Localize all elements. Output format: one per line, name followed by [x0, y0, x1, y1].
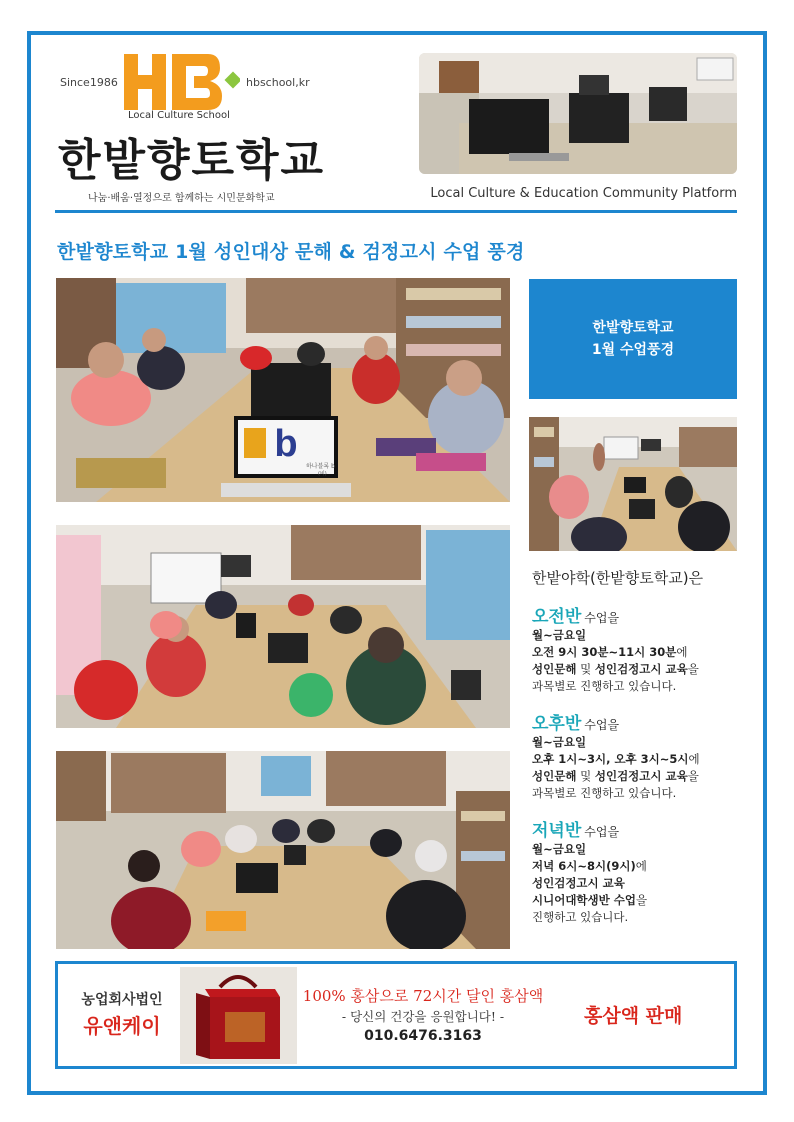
month-scenes-box — [529, 279, 737, 399]
schedule-intro — [532, 567, 747, 588]
schedule-intro-main: 한밭야학 — [532, 569, 590, 587]
site-url: hbschool,kr — [246, 76, 310, 89]
session-days: 월~금요일 — [532, 735, 587, 749]
session-time: 오후 1시~3시, 오후 3시~5시 — [532, 752, 689, 766]
session-time: 오전 9시 30분~11시 30분 — [532, 645, 677, 659]
classroom-photo-2 — [56, 525, 510, 728]
session-subject-a: 성인문해 — [532, 769, 577, 783]
page-headline: 한밭향토학교 1월 성인대상 문해 & 검정고시 수업 풍경 — [57, 241, 525, 263]
session-days: 월~금요일 — [532, 628, 587, 642]
classroom-photo-1 — [56, 278, 510, 502]
session-time: 저녁 6시~8시(9시) — [532, 859, 636, 873]
session-time-suffix: 에 — [676, 645, 688, 659]
month-scenes-line2: 1월 수업풍경 — [591, 342, 675, 358]
month-scenes-line1: 한밭향토학교 — [592, 319, 674, 336]
ad-phone: 010.6476.3163 — [364, 1028, 482, 1044]
session-time-suffix: 에 — [688, 752, 700, 766]
session-time-suffix: 에 — [635, 859, 647, 873]
session-line3: 성인검정고시 교육 — [532, 876, 625, 890]
session-morning — [532, 602, 747, 695]
session-afternoon — [532, 709, 747, 802]
classroom-photo-small — [529, 417, 737, 551]
session-name: 오전반 — [532, 607, 582, 627]
screen-caption-sub: (비) — [318, 471, 327, 477]
session-days: 월~금요일 — [532, 842, 587, 856]
session-subject-suffix: 을 — [687, 769, 699, 783]
session-subject-a: 성인문해 — [532, 662, 577, 676]
header-divider — [55, 210, 737, 213]
since-label: Since1986 — [60, 76, 118, 89]
session-name: 저녁반 — [532, 821, 582, 841]
platform-label: Local Culture & Education Community Platform — [430, 186, 737, 201]
session-line4-suffix: 을 — [635, 893, 648, 907]
tagline: 나눔·배움·열정으로 함께하는 시민문화학교 — [88, 193, 275, 204]
session-subject-b: 성인검정고시 교육 — [594, 769, 688, 783]
hb-logo — [124, 54, 240, 110]
session-subject-mid: 및 — [576, 769, 595, 783]
session-suffix: 수업을 — [584, 718, 620, 732]
session-subject-mid: 및 — [576, 662, 595, 676]
class-schedule-info — [532, 567, 747, 940]
ad-sale-label: 홍삼액 판매 — [584, 1005, 683, 1027]
screen-letter: b — [274, 423, 298, 465]
session-closing: 과목별로 진행하고 있습니다. — [532, 786, 677, 800]
screen-caption: 하나블록 b — [306, 463, 335, 470]
session-evening — [532, 816, 747, 926]
ad-company-name: 유앤케이 — [83, 1014, 161, 1038]
ad-headline: 100% 홍삼으로 72시간 달인 홍삼액 — [302, 987, 544, 1005]
classroom-photo-header — [419, 53, 737, 174]
schedule-intro-sub: (한밭향토학교)은 — [589, 569, 704, 587]
session-line4: 시니어대학생반 수업 — [532, 893, 636, 907]
logo-subtitle: Local Culture School — [128, 110, 230, 121]
session-subject-b: 성인검정고시 교육 — [594, 662, 688, 676]
session-closing: 진행하고 있습니다. — [532, 910, 629, 924]
session-subject-suffix: 을 — [687, 662, 699, 676]
classroom-photo-3 — [56, 751, 510, 949]
ad-corp-type: 농업회사법인 — [81, 992, 163, 1008]
ad-slogan: - 당신의 건강을 응원합니다! - — [341, 1009, 505, 1024]
session-name: 오후반 — [532, 714, 582, 734]
session-closing: 과목별로 진행하고 있습니다. — [532, 679, 677, 693]
session-suffix: 수업을 — [584, 611, 620, 625]
school-name-calligraphy: 한밭향토학교 — [58, 135, 326, 186]
session-suffix: 수업을 — [584, 825, 620, 839]
red-ginseng-box-image — [180, 967, 297, 1064]
